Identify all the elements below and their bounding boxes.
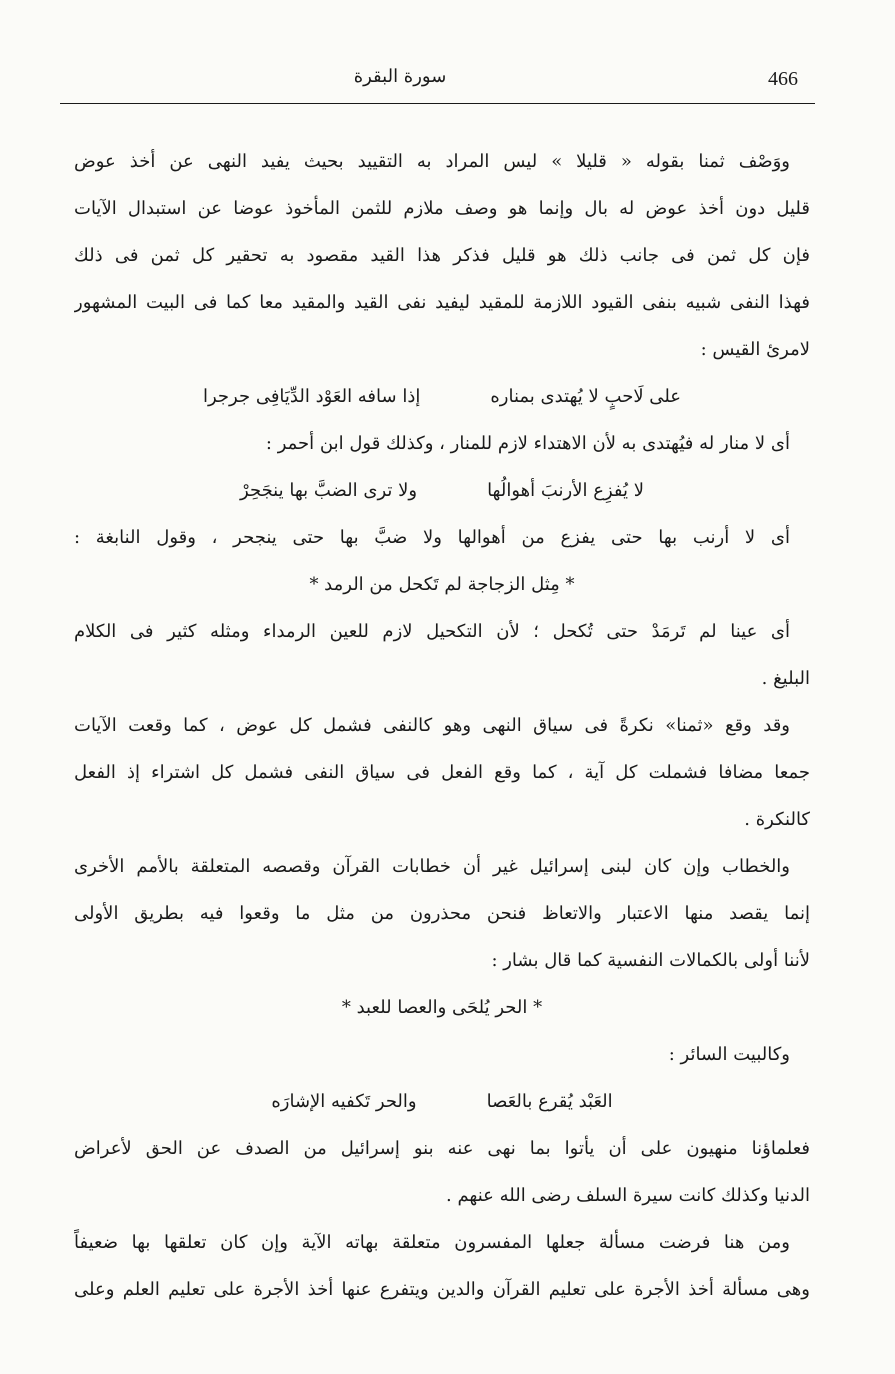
text-line: ووَصْف ثمنا بقوله « قليلا » ليس المراد به التقييد بحيث يفيد النهى عن أخذ عوض — [74, 151, 790, 172]
page-number: 466 — [768, 68, 798, 90]
text-line: لأننا أولى بالكمالات النفسية كما قال بشار : — [491, 950, 810, 971]
text-line: فهذا النفى شبيه بنفى القيود اللازمة للمقيد ليفيد نفى القيد والمقيد معا كما فى البيت المشهور — [74, 292, 810, 313]
text-line: أى لا أرنب بها حتى يفزع من أهوالها ولا ضبَّ بها حتى ينجحر ، وقول النابغة : — [74, 527, 790, 548]
text-line: إنما يقصد منها الاعتبار والاتعاظ فنحن محذرون من مثل ما وقعوا فيه بطريق الأولى — [74, 903, 810, 924]
text-line: ومن هنا فرضت مسألة جعلها المفسرون متعلقة بهاته الآية وإن كان تعلقها بها ضعيفاً — [74, 1232, 790, 1253]
text-line: لامرئ القيس : — [700, 339, 810, 360]
text-line: جمعا مضافا فشملت كل آية ، كما وقع الفعل فى سياق النفى فشمل كل اشتراء إذ الفعل — [74, 762, 810, 783]
verse-first-hemistich: على لَاحبٍ لا يُهتدى بمناره — [490, 386, 682, 407]
verse-second-hemistich: والحر تَكفيه الإشارَه — [271, 1091, 417, 1112]
text-line: الدنيا وكذلك كانت سيرة السلف رضى الله عنهم . — [446, 1185, 810, 1206]
text-line: والخطاب وإن كان لبنى إسرائيل غير أن خطابات القرآن وقصصه المتعلقة بالأمم الأخرى — [74, 856, 790, 877]
running-header-title: سورة البقرة — [353, 66, 447, 87]
text-line: وكالبيت السائر : — [668, 1044, 790, 1065]
header-divider — [60, 103, 815, 104]
text-line: البليغ . — [761, 668, 810, 689]
verse-first-hemistich: العَبْد يُقرع بالعَصا — [486, 1091, 613, 1112]
text-line: أى لا منار له فيُهتدى به لأن الاهتداء لازم للمنار ، وكذلك قول ابن أحمر : — [265, 433, 790, 454]
text-line: أى عينا لم تَرمَدْ حتى تُكحل ؛ لأن التكحيل لازم للعين الرمداء ومثله كثير فى الكلام — [74, 621, 790, 642]
text-line: كالنكرة . — [744, 809, 810, 830]
page-body — [74, 138, 810, 1313]
poem-hemistich: * مِثل الزجاجة لم تَكحل من الرمد * — [309, 574, 575, 595]
verse-second-hemistich: إذا سافه العَوْد الدِّيَافِى جرجرا — [202, 386, 421, 407]
text-line: وهى مسألة أخذ الأجرة على تعليم القرآن والدين ويتفرع عنها أخذ الأجرة على تعليم العلم وعلى — [74, 1279, 810, 1300]
poem-verse — [74, 373, 810, 420]
verse-first-hemistich: لا يُفزِع الأرنبَ أهوالُها — [487, 480, 644, 501]
text-line: فعلماؤنا منهيون على أن يأتوا بما نهى عنه بنو إسرائيل من الصدف عن الحق لأعراض — [74, 1138, 810, 1159]
text-line: فإن كل ثمن فى جانب ذلك هو قليل فذكر هذا القيد مقصود به تحقير كل ثمن فى ذلك — [74, 245, 810, 266]
verse-second-hemistich: ولا ترى الضبَّ بها ينجَحِرْ — [240, 480, 418, 501]
poem-verse — [74, 467, 810, 514]
poem-verse — [74, 1078, 810, 1125]
poem-hemistich: * الحر يُلحَى والعصا للعبد * — [341, 997, 543, 1018]
text-line: وقد وقع «ثمنا» نكرةً فى سياق النهى وهو كالنفى فشمل كل عوض ، كما وقعت الآيات — [74, 715, 790, 736]
text-line: قليل دون أخذ عوض له بال وإنما هو وصف ملازم للثمن المأخوذ عوضا عن استبدال الآيات — [74, 198, 810, 219]
